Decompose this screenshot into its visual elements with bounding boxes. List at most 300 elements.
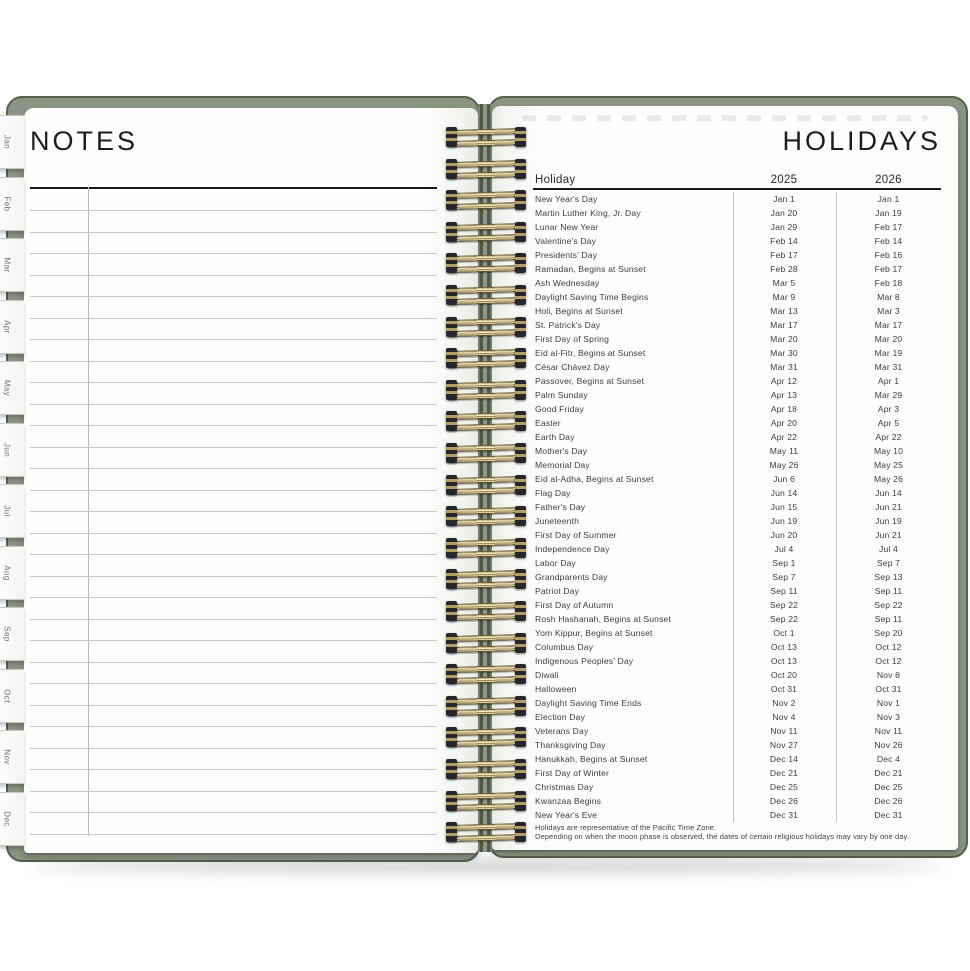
month-tab-apr <box>0 300 24 354</box>
holiday-name: Lunar New Year <box>535 222 599 232</box>
binding-coil <box>446 758 526 782</box>
coil-wire <box>447 823 525 831</box>
coil-wire <box>447 507 525 515</box>
holiday-name: Juneteenth <box>535 516 580 526</box>
date-2025: Mar 5 <box>772 278 796 288</box>
date-2026: Sep 11 <box>874 614 903 624</box>
binding-coil <box>446 252 526 276</box>
holiday-name: Mother's Day <box>535 446 588 456</box>
footnote-line: Depending on when the moon phase is observed, the dates of certain religious holidays may vary by one day. <box>535 832 910 841</box>
table-row <box>492 808 958 822</box>
table-row <box>492 500 958 514</box>
month-tab-label: Sep <box>2 626 12 642</box>
date-2026: Nov 3 <box>876 712 901 722</box>
date-2025: Mar 20 <box>770 334 798 344</box>
month-tab-feb <box>0 177 24 231</box>
coil-wire <box>447 360 525 368</box>
coil-wire <box>447 708 525 716</box>
date-2026: Jun 19 <box>875 516 902 526</box>
coil-wire <box>447 771 525 779</box>
holiday-name: First Day of Summer <box>535 530 617 540</box>
coil-end-cap <box>515 791 526 811</box>
coil-end-cap <box>515 822 526 842</box>
date-2025: Jun 19 <box>770 516 798 526</box>
table-row <box>492 612 958 626</box>
date-2025: Dec 25 <box>769 782 799 792</box>
date-2026: Feb 18 <box>874 278 903 288</box>
coil-wire <box>447 570 525 578</box>
note-line <box>30 662 437 663</box>
note-line <box>30 253 437 254</box>
coil-end-cap <box>515 380 526 400</box>
month-tab-nov <box>0 730 24 784</box>
note-line <box>30 447 437 448</box>
holiday-name: Good Friday <box>535 404 584 414</box>
date-2026: Apr 3 <box>877 404 900 414</box>
holiday-name: First Day of Winter <box>535 768 609 778</box>
date-2026: Feb 17 <box>874 264 903 274</box>
table-row <box>492 486 958 500</box>
coil-wire <box>447 139 525 147</box>
note-line <box>30 597 437 598</box>
coil-wire <box>447 381 525 389</box>
table-row <box>492 332 958 346</box>
note-line <box>30 683 437 684</box>
date-2026: Sep 11 <box>874 586 903 596</box>
month-tab-dec <box>0 792 24 846</box>
table-row <box>492 248 958 262</box>
date-2025: Oct 13 <box>770 642 798 652</box>
date-2026: Jun 21 <box>875 530 902 540</box>
table-row <box>492 374 958 388</box>
coil-wire <box>447 739 525 747</box>
binding-coil <box>446 158 526 182</box>
coil-end-cap <box>446 190 457 210</box>
holiday-name: Eid al-Adha, Begins at Sunset <box>535 474 654 484</box>
coil-wire <box>447 539 525 547</box>
table-row <box>492 640 958 654</box>
table-row <box>492 290 958 304</box>
holidays-page <box>492 106 958 850</box>
table-row <box>492 724 958 738</box>
coil-end-cap <box>515 696 526 716</box>
coil-end-cap <box>515 475 526 495</box>
table-row <box>492 430 958 444</box>
month-tab-label: Mar <box>2 257 12 273</box>
coil-end-cap <box>515 127 526 147</box>
binding-coil <box>446 442 526 466</box>
holiday-name: Holi, Begins at Sunset <box>535 306 623 316</box>
note-line <box>30 726 437 727</box>
coil-end-cap <box>446 285 457 305</box>
table-row <box>492 654 958 668</box>
coil-end-cap <box>515 222 526 242</box>
coil-end-cap <box>515 601 526 621</box>
coil-end-cap <box>446 127 457 147</box>
holiday-name: Kwanzaa Begins <box>535 796 602 806</box>
holiday-name: New Year's Day <box>535 194 598 204</box>
date-2026: Sep 13 <box>874 572 903 582</box>
coil-end-cap <box>446 506 457 526</box>
note-line <box>30 382 437 383</box>
table-row <box>492 206 958 220</box>
note-line <box>30 705 437 706</box>
coil-end-cap <box>446 411 457 431</box>
holiday-name: Diwali <box>535 670 559 680</box>
holiday-name: Labor Day <box>535 558 576 568</box>
holiday-name: Ash Wednesday <box>535 278 600 288</box>
note-line <box>30 296 437 297</box>
date-2025: Sep 11 <box>770 586 798 596</box>
date-2026: Jun 14 <box>875 488 902 498</box>
coil-wire <box>447 476 525 484</box>
date-2026: Nov 8 <box>876 670 901 680</box>
date-2026: Feb 16 <box>874 250 903 260</box>
date-2025: Jan 29 <box>770 222 798 232</box>
coil-end-cap <box>515 443 526 463</box>
notes-page <box>24 108 478 853</box>
month-tab-label: Jan <box>2 134 12 150</box>
table-header-rule <box>533 188 941 190</box>
binding-coil <box>446 821 526 845</box>
coil-end-cap <box>446 317 457 337</box>
date-2025: Apr 22 <box>770 432 798 442</box>
binding-coil <box>446 726 526 750</box>
holiday-name: Eid al-Fitr, Begins at Sunset <box>535 348 646 358</box>
date-2025: Jun 15 <box>770 502 798 512</box>
table-row <box>492 304 958 318</box>
coil-wire <box>447 329 525 337</box>
column-header-holiday: Holiday <box>535 174 576 186</box>
holiday-name: Memorial Day <box>535 460 590 470</box>
coil-end-cap <box>515 253 526 273</box>
holiday-name: Hanukkah, Begins at Sunset <box>535 754 648 764</box>
table-row <box>492 696 958 710</box>
date-2025: Jun 20 <box>770 530 798 540</box>
table-row <box>492 668 958 682</box>
coil-wire <box>447 423 525 431</box>
note-line <box>30 619 437 620</box>
date-2025: Apr 12 <box>770 376 798 386</box>
binding-coil <box>446 316 526 340</box>
table-row <box>492 542 958 556</box>
coil-end-cap <box>446 538 457 558</box>
note-line <box>30 275 437 276</box>
coil-wire <box>447 202 525 210</box>
month-tab-label: Dec <box>2 810 12 827</box>
coil-wire <box>447 349 525 357</box>
date-2026: Mar 17 <box>874 320 903 330</box>
coil-wire <box>447 455 525 463</box>
holiday-name: Halloween <box>535 684 577 694</box>
month-tab-aug <box>0 546 24 600</box>
date-2026: Dec 21 <box>874 768 903 778</box>
coil-end-cap <box>515 727 526 747</box>
date-2026: May 26 <box>873 474 904 484</box>
date-2026: Apr 22 <box>875 432 902 442</box>
date-2026: Oct 12 <box>875 656 902 666</box>
date-2026: Mar 20 <box>874 334 903 344</box>
table-row <box>492 472 958 486</box>
coil-wire <box>447 265 525 273</box>
date-2025: Feb 17 <box>770 250 798 260</box>
coil-wire <box>447 613 525 621</box>
date-2026: Dec 25 <box>874 782 903 792</box>
date-2026: Dec 26 <box>874 796 903 806</box>
holiday-name: Rosh Hashanah, Begins at Sunset <box>535 614 672 624</box>
holiday-name: Patriot Day <box>535 586 580 596</box>
coil-wire <box>447 171 525 179</box>
binding-coil <box>446 537 526 561</box>
binding-coil <box>446 663 526 687</box>
coil-wire <box>447 254 525 262</box>
month-tab-jun <box>0 423 24 477</box>
date-2026: May 25 <box>873 460 904 470</box>
coil-end-cap <box>515 411 526 431</box>
coil-wire <box>447 286 525 294</box>
note-line <box>30 232 437 233</box>
note-line <box>30 425 437 426</box>
table-row <box>492 234 958 248</box>
holiday-name: First Day of Autumn <box>535 600 614 610</box>
date-2025: Jun 14 <box>770 488 798 498</box>
table-row <box>492 346 958 360</box>
date-2025: Apr 13 <box>770 390 798 400</box>
date-2025: Mar 31 <box>770 362 798 372</box>
coil-wire <box>447 160 525 168</box>
date-2026: Jan 1 <box>877 194 900 204</box>
month-tab-label: Apr <box>2 319 12 334</box>
month-tab-label: Oct <box>2 688 12 703</box>
table-row <box>492 416 958 430</box>
coil-wire <box>447 792 525 800</box>
note-line <box>30 511 437 512</box>
note-line <box>30 791 437 792</box>
holiday-name: Veterans Day <box>535 726 589 736</box>
date-2025: Sep 22 <box>769 614 799 624</box>
coil-wire <box>447 602 525 610</box>
coil-end-cap <box>515 348 526 368</box>
notes-page-title: NOTES <box>30 126 139 156</box>
date-2025: Sep 1 <box>772 558 796 568</box>
date-2026: Oct 31 <box>875 684 902 694</box>
date-2026: Jul 4 <box>879 544 898 554</box>
holiday-name: Passover, Begins at Sunset <box>535 376 644 386</box>
date-2026: Nov 26 <box>874 740 903 750</box>
binding-coil <box>446 695 526 719</box>
date-2025: Dec 21 <box>769 768 799 778</box>
holiday-name: Daylight Saving Time Ends <box>535 698 642 708</box>
column-header-2025: 2025 <box>770 174 798 186</box>
coil-wire <box>447 760 525 768</box>
date-2025: Mar 17 <box>770 320 798 330</box>
month-tab-oct <box>0 669 24 723</box>
coil-end-cap <box>446 759 457 779</box>
table-row <box>492 682 958 696</box>
coil-end-cap <box>515 285 526 305</box>
table-row <box>492 570 958 584</box>
note-line <box>30 748 437 749</box>
date-2026: Mar 3 <box>877 306 900 316</box>
coil-end-cap <box>515 159 526 179</box>
note-line <box>30 769 437 770</box>
date-2025: Nov 27 <box>769 740 799 750</box>
table-row <box>492 192 958 206</box>
footnote-line: Holidays are representative of the Pacific Time Zone. <box>535 823 717 832</box>
month-tab-mar <box>0 238 24 292</box>
date-2026: Jun 21 <box>875 502 902 512</box>
coil-end-cap <box>515 633 526 653</box>
date-2025: Jul 4 <box>774 544 794 554</box>
date-2026: Mar 29 <box>874 390 903 400</box>
binding-coil <box>446 410 526 434</box>
holiday-name: Martin Luther King, Jr. Day <box>535 208 641 218</box>
holiday-name: Ramadan, Begins at Sunset <box>535 264 646 274</box>
date-2026: Apr 1 <box>877 376 900 386</box>
note-line <box>30 490 437 491</box>
coil-wire <box>447 550 525 558</box>
binding-coil <box>446 632 526 656</box>
coil-end-cap <box>515 317 526 337</box>
coil-wire <box>447 191 525 199</box>
notes-header-rule <box>30 187 437 189</box>
note-line <box>30 812 437 813</box>
coil-wire <box>447 581 525 589</box>
holiday-name: Yom Kippur, Begins at Sunset <box>535 628 653 638</box>
date-2026: Sep 22 <box>874 600 903 610</box>
coil-wire <box>447 223 525 231</box>
table-row <box>492 710 958 724</box>
month-tab-jan <box>0 115 24 169</box>
date-2026: Mar 8 <box>877 292 900 302</box>
holidays-page-title: HOLIDAYS <box>782 126 941 156</box>
binding-coil <box>446 568 526 592</box>
coil-end-cap <box>515 759 526 779</box>
table-row <box>492 766 958 780</box>
table-row <box>492 752 958 766</box>
month-tab-label: May <box>2 379 12 397</box>
table-row <box>492 402 958 416</box>
coil-wire <box>447 444 525 452</box>
holiday-name: Indigenous Peoples' Day <box>535 656 634 666</box>
holiday-name: Valentine's Day <box>535 236 597 246</box>
note-line <box>30 533 437 534</box>
table-row <box>492 388 958 402</box>
table-row <box>492 444 958 458</box>
date-2026: Sep 7 <box>876 558 901 568</box>
month-tab-label: Jun <box>2 442 12 457</box>
date-2025: Mar 13 <box>770 306 798 316</box>
binding-coil <box>446 347 526 371</box>
coil-end-cap <box>446 664 457 684</box>
holiday-name: Flag Day <box>535 488 571 498</box>
coil-end-cap <box>446 159 457 179</box>
date-2025: Sep 7 <box>772 572 796 582</box>
coil-wire <box>447 487 525 495</box>
coil-wire <box>447 518 525 526</box>
date-2025: Oct 1 <box>773 628 795 638</box>
date-2026: Jan 19 <box>875 208 902 218</box>
note-line <box>30 468 437 469</box>
binding-coil <box>446 379 526 403</box>
date-2025: Dec 31 <box>769 810 799 820</box>
holiday-name: St. Patrick's Day <box>535 320 601 330</box>
date-2025: Oct 20 <box>770 670 798 680</box>
coil-end-cap <box>446 475 457 495</box>
date-2025: Oct 13 <box>770 656 798 666</box>
coil-end-cap <box>446 727 457 747</box>
binding-coil <box>446 600 526 624</box>
date-2026: Feb 17 <box>874 222 903 232</box>
holiday-name: César Chávez Day <box>535 362 610 372</box>
date-2026: Nov 11 <box>874 726 903 736</box>
coil-wire <box>447 128 525 136</box>
month-tab-jul <box>0 484 24 538</box>
holiday-name: Independence Day <box>535 544 610 554</box>
holidays-rows <box>492 192 958 822</box>
table-row <box>492 528 958 542</box>
table-row <box>492 262 958 276</box>
date-2025: Oct 31 <box>770 684 798 694</box>
note-line <box>30 318 437 319</box>
date-2026: Oct 12 <box>875 642 902 652</box>
coil-end-cap <box>446 601 457 621</box>
coil-wire <box>447 412 525 420</box>
coil-wire <box>447 803 525 811</box>
holiday-name: New Year's Eve <box>535 810 598 820</box>
coil-wire <box>447 728 525 736</box>
month-tab-label: Nov <box>2 749 12 765</box>
date-2025: Mar 30 <box>770 348 798 358</box>
coil-end-cap <box>515 569 526 589</box>
coil-end-cap <box>515 538 526 558</box>
note-line <box>30 554 437 555</box>
table-row <box>492 598 958 612</box>
holiday-name: Grandparents Day <box>535 572 608 582</box>
coil-end-cap <box>446 633 457 653</box>
holiday-name: Palm Sunday <box>535 390 588 400</box>
holiday-name: Christmas Day <box>535 782 594 792</box>
date-2026: Sep 20 <box>874 628 903 638</box>
coil-end-cap <box>446 380 457 400</box>
date-2025: Apr 18 <box>770 404 798 414</box>
date-2025: Jan 20 <box>770 208 798 218</box>
coil-end-cap <box>515 190 526 210</box>
table-row <box>492 780 958 794</box>
binding-coil <box>446 189 526 213</box>
date-2026: Dec 4 <box>876 754 901 764</box>
note-line <box>30 576 437 577</box>
month-tab-label: Aug <box>2 564 12 581</box>
month-tab-label: Jul <box>2 505 12 517</box>
table-row <box>492 738 958 752</box>
holiday-name: Thanksgiving Day <box>535 740 606 750</box>
table-row <box>492 556 958 570</box>
table-row <box>492 220 958 234</box>
date-2025: May 11 <box>769 446 799 456</box>
coil-end-cap <box>446 348 457 368</box>
month-tab-may <box>0 361 24 415</box>
coil-wire <box>447 318 525 326</box>
date-2025: Feb 28 <box>770 264 798 274</box>
binding-coil <box>446 790 526 814</box>
binding-coil <box>446 505 526 529</box>
coil-wire <box>447 834 525 842</box>
table-row <box>492 584 958 598</box>
holiday-name: Easter <box>535 418 561 428</box>
date-2026: Feb 14 <box>874 236 903 246</box>
coil-end-cap <box>515 664 526 684</box>
